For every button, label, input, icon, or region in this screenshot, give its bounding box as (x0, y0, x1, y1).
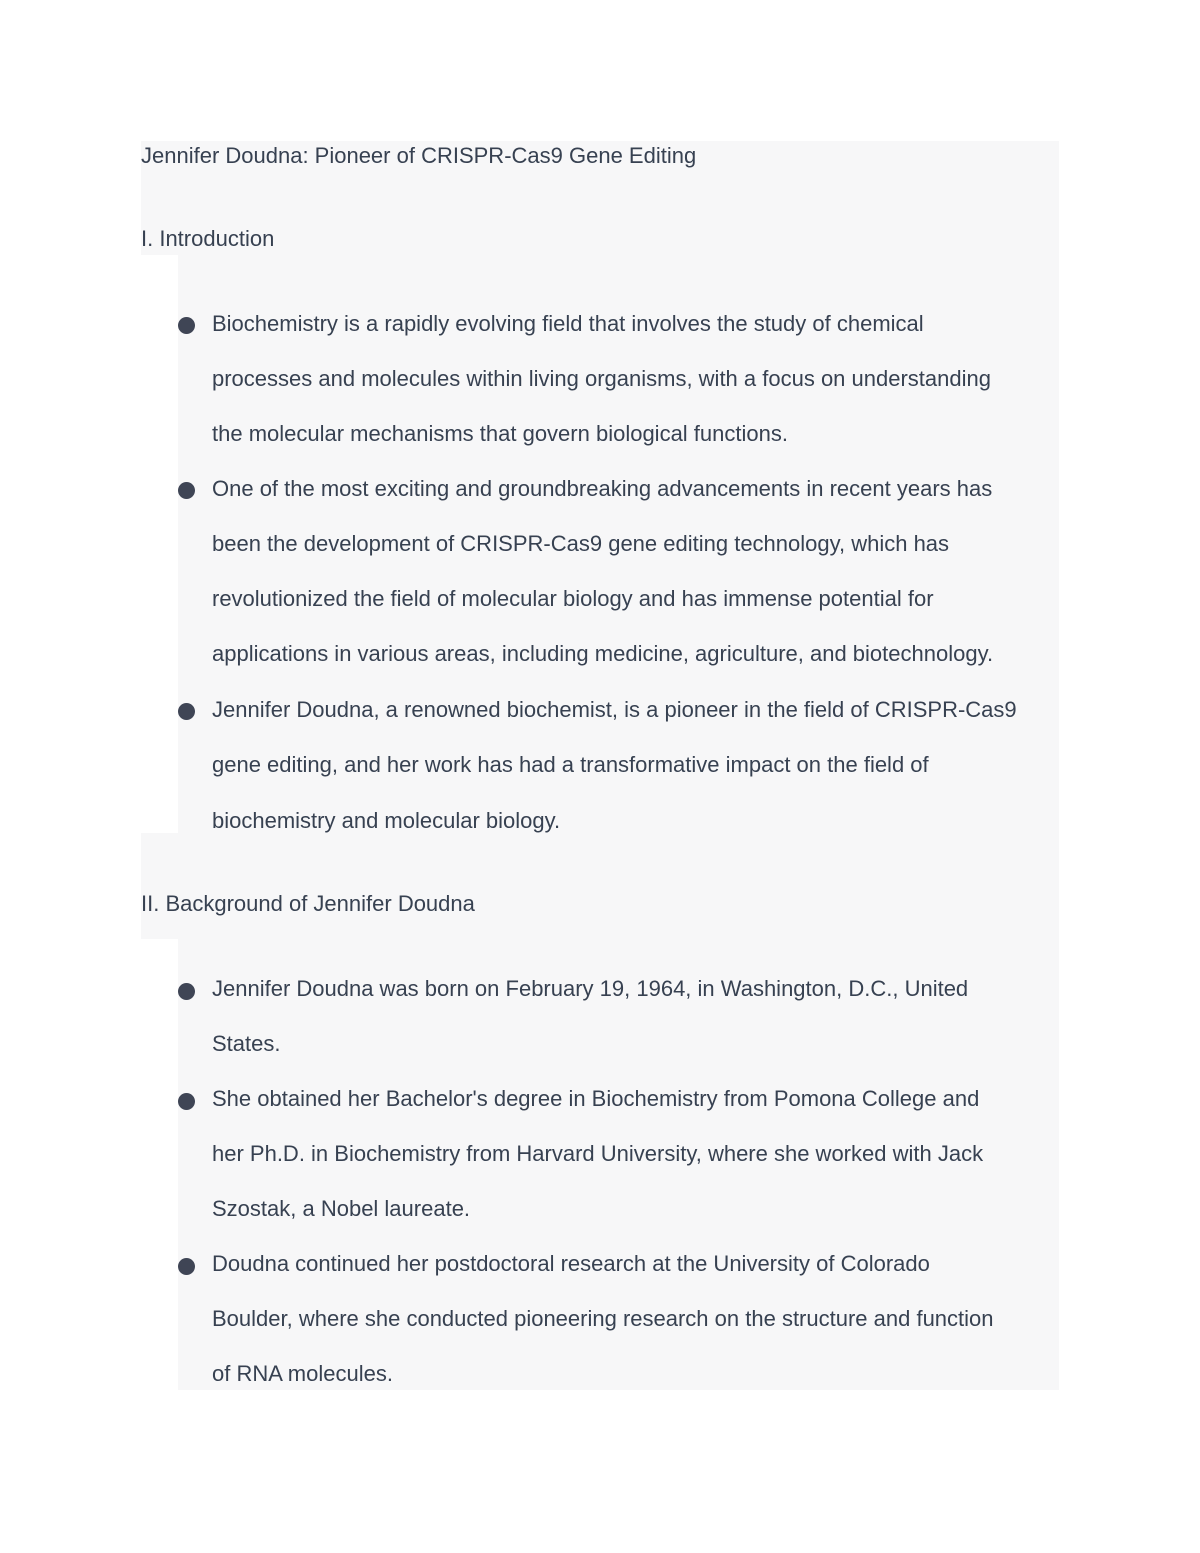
list-item-text: biochemistry and molecular biology. (212, 808, 561, 833)
list-item-text: gene editing, and her work has had a transformative impact on the field of (212, 752, 929, 777)
list-item-text: the molecular mechanisms that govern biological functions. (212, 421, 788, 446)
bullet-dot-icon (178, 1258, 195, 1275)
list-item-text: Doudna continued her postdoctoral research at the University of Colorado (212, 1251, 930, 1276)
list-item-text: Szostak, a Nobel laureate. (212, 1196, 471, 1221)
section-heading-background: II. Background of Jennifer Doudna (141, 891, 475, 916)
list-item-text: Boulder, where she conducted pioneering research on the structure and function (212, 1306, 994, 1331)
list-item-text: States. (212, 1031, 281, 1056)
list-item-text: Jennifer Doudna was born on February 19, 1964, in Washington, D.C., United (212, 976, 969, 1001)
list-item-text: She obtained her Bachelor's degree in Biochemistry from Pomona College and (212, 1086, 980, 1111)
document-title: Jennifer Doudna: Pioneer of CRISPR-Cas9 Gene Editing (141, 143, 697, 168)
list-item-text: her Ph.D. in Biochemistry from Harvard University, where she worked with Jack (212, 1141, 984, 1166)
bullet-dot-icon (178, 983, 195, 1000)
list-item-text: of RNA molecules. (212, 1361, 393, 1386)
list-item-text: been the development of CRISPR-Cas9 gene editing technology, which has (212, 531, 950, 556)
bullet-dot-icon (178, 703, 195, 720)
list-item-text: One of the most exciting and groundbreaking advancements in recent years has (212, 476, 993, 501)
bullet-dot-icon (178, 482, 195, 499)
list-item-text: processes and molecules within living organisms, with a focus on understanding (212, 366, 991, 391)
section-heading-introduction: I. Introduction (141, 226, 275, 251)
bullet-dot-icon (178, 1093, 195, 1110)
bullet-dot-icon (178, 317, 195, 334)
list-item-text: applications in various areas, including medicine, agriculture, and biotechnology. (212, 641, 994, 666)
list-item-text: Biochemistry is a rapidly evolving field that involves the study of chemical (212, 311, 924, 336)
list-item-text: revolutionized the field of molecular biology and has immense potential for (212, 586, 934, 611)
list-item-text: Jennifer Doudna, a renowned biochemist, is a pioneer in the field of CRISPR-Cas9 (212, 697, 1017, 722)
